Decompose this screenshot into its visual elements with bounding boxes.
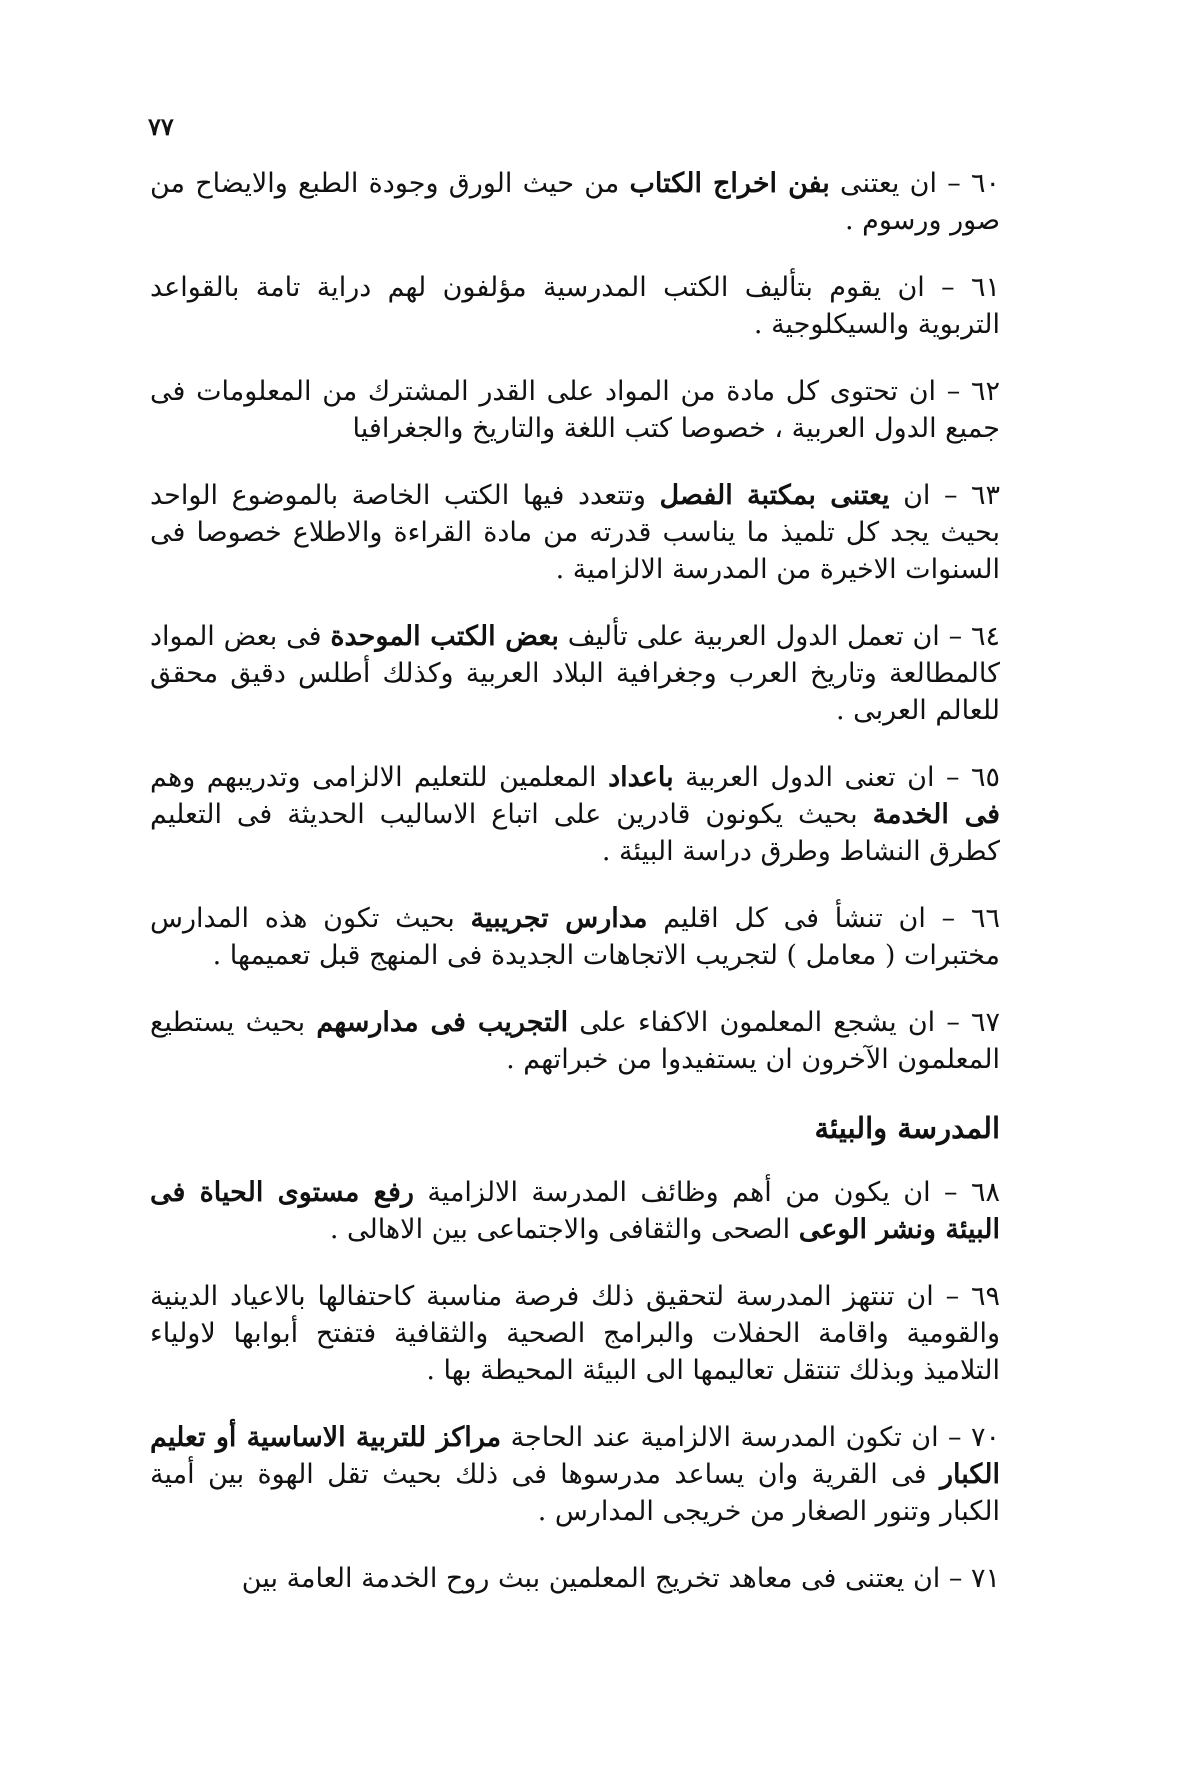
emphasis-text: بعض الكتب الموحدة [330,621,559,652]
recommendation-item [150,1560,1000,1597]
body-text: ان [889,480,931,511]
section-heading: المدرسة والبيئة [814,1111,1000,1145]
body-text: وتتعدد فيها الكتب الخاصة بالموضوع الواحد بحيث يجد كل تلميذ ما يناسب قدرته من مادة القراءة والاطلاع خصوصا فى السنوات الاخيرة من المدرسة الالزامية . [150,480,1000,585]
body-text: من حيث الورق وجودة الطبع والايضاح من صور ورسوم . [150,168,1000,236]
body-text: الصحى والثقافى والاجتماعى بين الاهالى . [329,1214,799,1245]
emphasis-text: التجريب فى مدارسهم [316,1007,569,1038]
item-number: ٦٣ – [943,480,1000,511]
item-number: ٦٩ – [945,1281,1000,1312]
item-number: ٦٦ – [941,903,1000,934]
recommendation-item [150,373,1000,447]
emphasis-text: فى الخدمة [872,799,1001,830]
page-content [150,165,1000,1627]
item-number: ٧٠ – [948,1422,1000,1453]
emphasis-text: بفن اخراج الكتاب [629,168,830,199]
body-text: بحيث يكونون قادرين على اتباع الاساليب الحديثة فى التعليم كطرق النشاط وطرق دراسة البيئة . [150,799,1000,867]
body-text: ان يكون من أهم وظائف المدرسة الالزامية [413,1177,931,1208]
recommendation-item [150,618,1000,729]
body-text: فى بعض المواد كالمطالعة وتاريخ العرب وجغرافية البلاد العربية وكذلك أطلس دقيق محقق للعالم العربى . [150,621,1000,726]
emphasis-text: يعتنى بمكتبة الفصل [659,480,890,511]
page-number: ٧٧ [148,112,174,141]
recommendation-item [150,900,1000,974]
recommendation-item [150,1174,1000,1248]
recommendation-item [150,477,1000,588]
body-text: ان تنتهز المدرسة لتحقيق ذلك فرصة مناسبة كاحتفالها بالاعياد الدينية والقومية واقامة الحفلات والبرامج الصحية والثقافية فتفتح أبوابها لاولياء التلاميذ وبذلك تنتقل تعاليمها الى البيئة المحيطة بها . [150,1281,1000,1386]
emphasis-text: رفع مستوى الحياة فى البيئة ونشر الوعى [150,1177,1000,1245]
emphasis-text: مراكز للتربية الاساسية أو تعليم الكبار [150,1422,1000,1490]
body-text: ان يقوم بتأليف الكتب المدرسية مؤلفون لهم دراية تامة بالقواعد التربوية والسيكلوجية . [150,272,1000,340]
item-number: ٧١ – [948,1563,1000,1594]
body-text: ان تحتوى كل مادة من المواد على القدر المشترك من المعلومات فى جميع الدول العربية ، خصوصا كتب اللغة والتاريخ والجغرافيا [150,376,1000,444]
item-number: ٦٧ – [946,1007,1001,1038]
body-text: ان يعتنى [829,168,937,199]
recommendation-item [150,759,1000,870]
body-text: ان يشجع المعلمون الاكفاء على [568,1007,936,1038]
body-text: ان تنشأ فى كل اقليم [647,903,926,934]
recommendation-item [150,269,1000,343]
recommendation-item [150,165,1000,239]
recommendations-list [150,165,1000,1078]
body-text: المعلمين للتعليم الالزامى وتدريبهم وهم [150,762,609,793]
body-text: بحيث يستطيع المعلمون الآخرون ان يستفيدوا من خبراتهم . [150,1007,1000,1075]
item-number: ٦٤ – [948,621,1000,652]
body-text: فى القرية وان يساعد مدرسوها فى ذلك بحيث تقل الهوة بين أمية الكبار وتنور الصغار من خريجى المدارس . [150,1459,1000,1527]
item-number: ٦١ – [941,272,1000,303]
body-text: ان تعمل الدول العربية على تأليف [558,621,940,652]
item-number: ٦٠ – [947,168,1000,199]
recommendation-item [150,1419,1000,1530]
item-number: ٦٨ – [944,1177,1000,1208]
body-text: ان تعنى الدول العربية [673,762,935,793]
recommendations-list-2 [150,1174,1000,1597]
item-number: ٦٥ – [945,762,1000,793]
recommendation-item [150,1004,1000,1078]
body-text: ان يعتنى فى معاهد تخريج المعلمين ببث روح الخدمة العامة بين [241,1563,941,1594]
item-number: ٦٢ – [946,376,1000,407]
body-text: بحيث تكون هذه المدارس مختبرات ( معامل ) لتجريب الاتجاهات الجديدة فى المنهج قبل تعميمها . [150,903,1000,971]
emphasis-text: باعداد [608,762,674,793]
recommendation-item [150,1278,1000,1389]
emphasis-text: مدارس تجريبية [470,903,648,934]
body-text: ان تكون المدرسة الالزامية عند الحاجة [501,1422,939,1453]
